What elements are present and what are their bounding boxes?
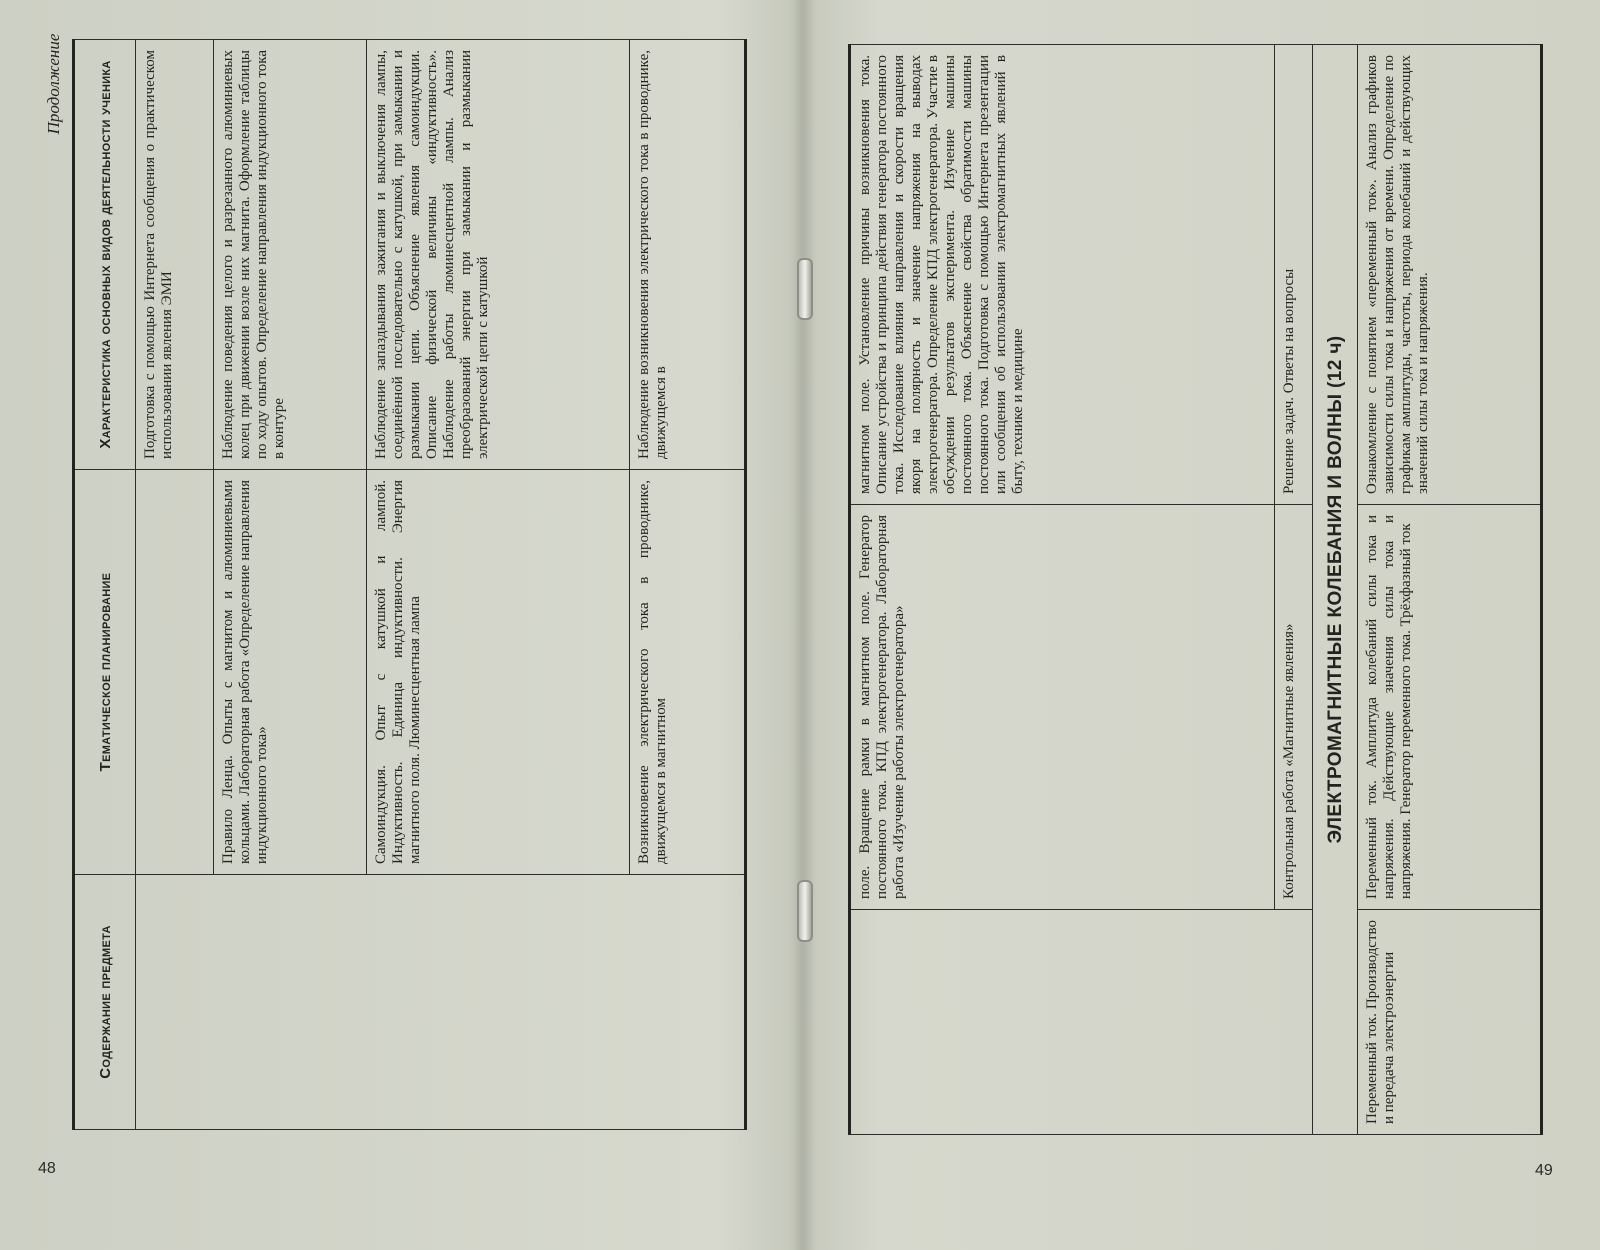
table-row bbox=[1358, 45, 1542, 1135]
content-cell bbox=[136, 875, 746, 1130]
table-row bbox=[850, 45, 1275, 1135]
staple-bottom bbox=[797, 880, 813, 942]
header-characteristics: Характеристика основных видов деятельности ученика bbox=[74, 40, 136, 470]
section-title: ЭЛЕКТРОМАГНИТНЫЕ КОЛЕБАНИЯ И ВОЛНЫ (12 ч) bbox=[1313, 45, 1358, 1135]
planning-cell: Контрольная работа «Магнитные явления» bbox=[1275, 505, 1313, 910]
planning-cell bbox=[136, 470, 214, 875]
staple-top bbox=[797, 258, 813, 320]
section-row bbox=[1313, 45, 1358, 1135]
right-table bbox=[848, 44, 1543, 1135]
characteristics-cell: Наблюдение возникновения электрического тока в проводнике, движущемся в bbox=[630, 40, 746, 470]
characteristics-cell: Наблюдение поведения целого и разрезанного алюминиевых колец при движении возле них магнита. Оформление таблицы по ходу опытов. Определение направления индукционного тока в контуре bbox=[214, 40, 367, 470]
header-planning: Тематическое планирование bbox=[74, 470, 136, 875]
page-number-right: 49 bbox=[1535, 1162, 1553, 1179]
planning-cell: Самоиндукция. Опыт с катушкой и лампой. Индуктивность. Единица индуктивности. Энергия магнитного поля. Люминесцентная лампа bbox=[367, 470, 630, 875]
characteristics-cell: Ознакомление с понятием «переменный ток». Анализ графиков зависимости силы тока и напряжения от времени. Определение по графикам амплитуды, частоты, периода колебаний и действующих значений силы тока и напряжения. bbox=[1358, 45, 1542, 505]
characteristics-cell: Подготовка с помощью Интернета сообщения о практическом использовании явления ЭМИ bbox=[136, 40, 214, 470]
continuation-label: Продолжение bbox=[44, 33, 63, 135]
table-header-row bbox=[74, 40, 136, 1130]
page-number-left: 48 bbox=[38, 1160, 56, 1177]
characteristics-cell: Наблюдение запаздывания зажигания и выключения лампы, соединённой последовательно с катушкой, при замыкании и размыкании цепи. Объяснение явления самоиндукции. Описание физической величины «индуктивность». Наблюдение работы люминесцентной лампы. Анализ преобразований энергии при замыкании и размыкании электрической цепи с катушкой bbox=[367, 40, 630, 470]
book-gutter bbox=[790, 0, 816, 1250]
planning-cell: Переменный ток. Амплитуда колебаний силы тока и напряжения. Действующие значения силы тока и напряжения. Генератор переменного тока. Трёхфазный ток bbox=[1358, 505, 1542, 910]
table-row bbox=[136, 40, 214, 1130]
left-page bbox=[72, 30, 757, 1130]
characteristics-cell: Решение задач. Ответы на вопросы bbox=[1275, 45, 1313, 505]
planning-cell: Возникновение электрического тока в проводнике, движущемся в магнитном bbox=[630, 470, 746, 875]
planning-cell: Правило Ленца. Опыты с магнитом и алюминиевыми кольцами. Лабораторная работа «Определение направления индукционного тока» bbox=[214, 470, 367, 875]
characteristics-cell: магнитном поле. Установление причины возникновения тока. Описание устройства и принципа действия генератора постоянного тока. Исследование влияния направления и скорости вращения якоря на полярность и значение напряжения на выводах электрогенератора. Определение КПД электрогенератора. Участие в обсуждении результатов эксперимента. Изучение машины постоянного тока. Объяснение свойства обратимости машины постоянного тока. Подготовка с помощью Интернета презентации или сообщения об использовании электромагнитных явлений в быту, технике и медицине bbox=[850, 45, 1275, 505]
content-cell bbox=[850, 910, 1313, 1135]
left-table bbox=[72, 39, 747, 1130]
right-page bbox=[848, 35, 1543, 1135]
header-content: Содержание предмета bbox=[74, 875, 136, 1130]
content-cell: Переменный ток. Производство и передача электроэнергии bbox=[1358, 910, 1542, 1135]
planning-cell: поле. Вращение рамки в магнитном поле. Генератор постоянного тока. КПД электрогенератора. Лабораторная работа «Изучение работы электрогенератора» bbox=[850, 505, 1275, 910]
